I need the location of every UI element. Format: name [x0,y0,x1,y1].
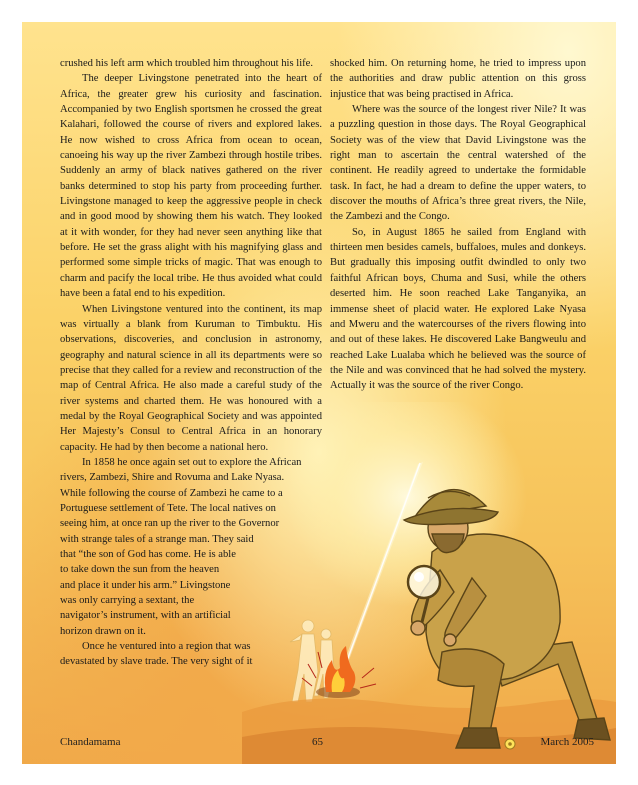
text-line: was only carrying a sextant, the [60,595,195,607]
text-line: with strange tales of a strange man. They said [60,533,254,545]
left-column [60,56,322,670]
paragraph: Where was the source of the longest river Nile? It was a puzzling question in those days. The Royal Geographical Society was of the view that David Livingstone was the right man to ascertain the central watershed of the continent. He readily agreed to undertake the formidable task. In fact, he had a dream to define the upper waters, to discover the mouths of Africa’s three great rivers, the Nile, the Zambezi and the Congo. [330,104,586,223]
paragraph: So, in August 1865 he sailed from England with thirteen men besides camels, buffaloes, mules and donkeys. But gradually this imposing outfit dwindled to only two faithful African boys, Chuma and Susi, while the others deserted him. He soon reached Lake Tanganyika, an immense sheet of placid water. He explored Lake Nyasa and Mweru and the watercourses of the rivers flowing into and out of these lakes. He discovered Lake Bangweulu and reached Lake Lualaba which he believed was the source of the Nile and was convinced that he had solved the mystery. Actually it was the source of the river Congo. [330,226,586,392]
wrapped-paragraph [60,455,322,670]
flower-icon [505,739,515,749]
footer-page-number: 65 [312,736,323,748]
text-line: In 1858 he once again set out to explore the African [82,456,302,468]
right-column [330,56,586,394]
text-line: that “the son of God has come. He is able [60,549,236,560]
footer-magazine-name: Chandamama [60,736,121,748]
text-line: While following the course of Zambezi he came to a [60,487,283,499]
text-line: Once he ventured into a region that was [82,641,251,653]
text-line: devastated by slave trade. The very sight of it [60,656,253,668]
paragraph: When Livingstone ventured into the continent, its map was virtually a blank from Kuruman to Timbuktu. His observations, discoveries, and conclusion in astronomy, geography and natural science in all its departments were so precise that they called for a review and reconstruction of the map of Central Africa. He also made a careful study of the river systems and charted them. He was honoured with a medal by the Royal Geographical Society and was appointed Her Majesty’s Consul to Central Africa in an honorary capacity. He had by then become a national hero. [60,303,322,453]
paragraph: shocked him. On returning home, he tried to impress upon the authorities and draw public attention on this gross injustice that was being practised in Africa. [330,58,586,100]
text-line: seeing him, at once ran up the river to the Governor [60,518,280,530]
magazine-page [22,22,616,764]
footer-issue-date: March 2005 [540,736,594,748]
text-line: and place it under his arm.” Livingstone [60,579,231,591]
text-line: navigator’s instrument, with an artificial [60,610,231,622]
text-line: rivers, Zambezi, Shire and Rovuma and Lake Nyasa. [60,472,285,484]
text-line: Portuguese settlement of Tete. The local natives on [60,502,276,514]
text-line: to take down the sun from the heaven [60,564,220,576]
text-line: horizon drawn on it. [60,625,146,637]
paragraph: crushed his left arm which troubled him throughout his life. [60,58,314,69]
paragraph: The deeper Livingstone penetrated into the heart of Africa, the greater grew his curiosity and fascination. Accompanied by two English sportsmen he crossed the great Kalahari, followed the course of rivers and explored lakes. He now wished to cross Africa from ocean to ocean, canoeing his way up the river Zambezi through hostile tribes. Suddenly an army of black natives gathered on the river banks determined to stop his party from proceeding further. Livingstone managed to keep the aggressive people in check and in good mood by showing them his watch. They looked at it with wonder, for they had never seen anything like that before. He set the grass alight with his magnifying glass and performed some simple tricks of magic. That was enough to charm and pacify the local tribe. He thus avoided what could have been a fatal end to his expedition. [60,73,322,300]
